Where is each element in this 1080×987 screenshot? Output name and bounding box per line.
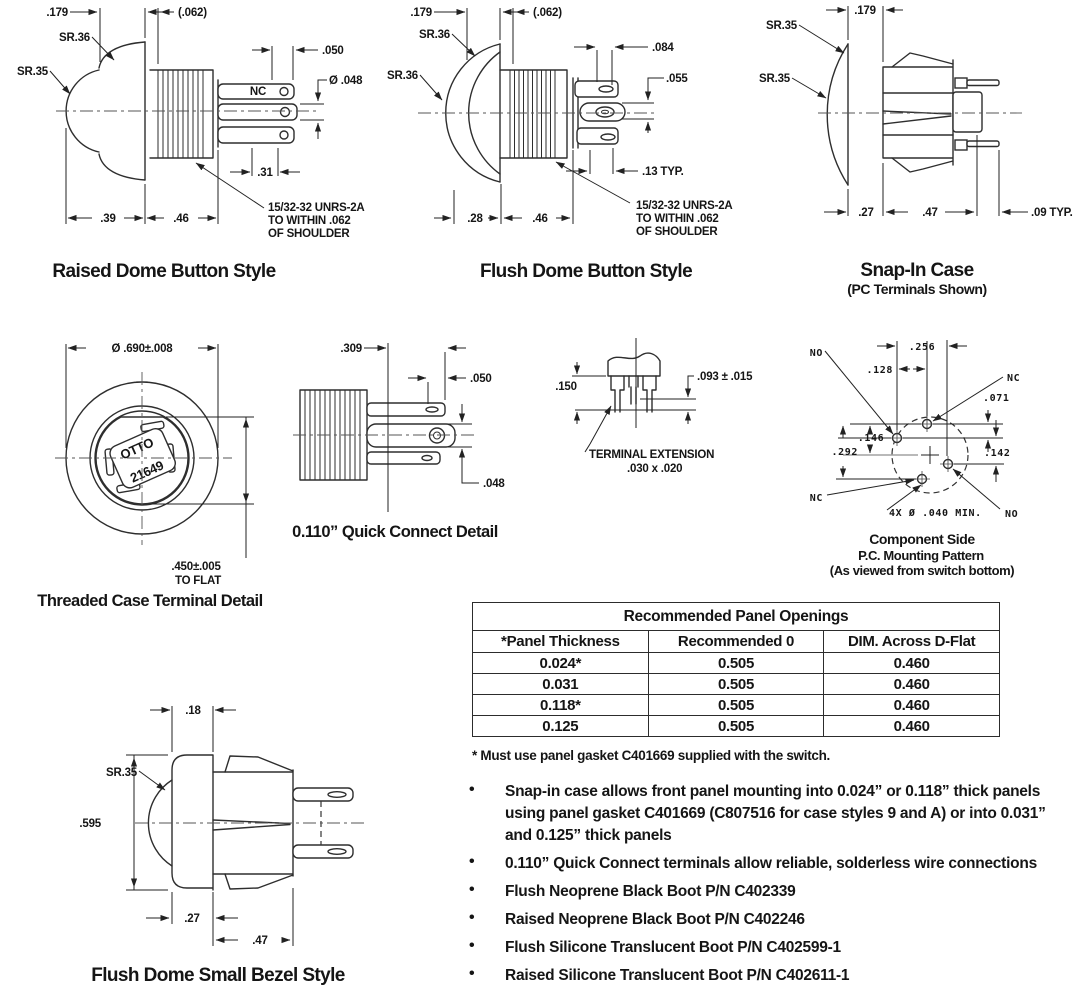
callout-label: .030 x .020 bbox=[627, 463, 683, 475]
table-cell: 0.118* bbox=[473, 695, 649, 716]
dim-label: SR.36 bbox=[387, 70, 418, 82]
table-cell: 0.125 bbox=[473, 716, 649, 737]
table-footnote: * Must use panel gasket C401669 supplied with the switch. bbox=[472, 748, 831, 763]
dim-label: .050 bbox=[322, 45, 344, 57]
raised-dome-diagram bbox=[17, 7, 364, 282]
dim-label: .048 bbox=[483, 478, 505, 490]
bullet-text: Snap-in case allows front panel mounting into 0.024” or 0.118” thick panels using panel gasket C401669 (C807516 for case styles 9 and A) or into 0.031” and 0.125” thick panels bbox=[505, 783, 1046, 844]
dim-label: .084 bbox=[652, 42, 674, 54]
table-cell: 0.505 bbox=[648, 695, 824, 716]
dim-label: SR.36 bbox=[419, 29, 450, 41]
quick-connect-diagram bbox=[292, 343, 505, 541]
table-caption: Recommended Panel Openings bbox=[473, 603, 1000, 631]
bullet-text: Flush Neoprene Black Boot P/N C402339 bbox=[505, 883, 796, 900]
table-row bbox=[473, 653, 1000, 674]
snap-in-case-diagram bbox=[759, 5, 1073, 297]
feature-bullets bbox=[462, 781, 1054, 987]
thread-note: TO WITHIN .062 bbox=[636, 213, 719, 225]
part-number-label: 21649 bbox=[127, 457, 166, 486]
diagram-subtitle: P.C. Mounting Pattern bbox=[858, 548, 984, 563]
bullet-icon: • bbox=[469, 965, 475, 982]
dim-label: .46 bbox=[173, 213, 189, 225]
bullet-icon: • bbox=[469, 853, 475, 870]
diagram-subtitle: (PC Terminals Shown) bbox=[847, 281, 987, 297]
dim-label: SR.36 bbox=[59, 32, 90, 44]
table-cell: 0.024* bbox=[473, 653, 649, 674]
small-bezel-diagram bbox=[79, 705, 368, 986]
bullet-text: Flush Silicone Translucent Boot P/N C402599-1 bbox=[505, 939, 841, 956]
bullet-text: Raised Silicone Translucent Boot P/N C402611-1 bbox=[505, 967, 850, 984]
thread-note: 15/32-32 UNRS-2A bbox=[268, 202, 365, 214]
dim-label: .179 bbox=[410, 7, 432, 19]
threaded-case-diagram bbox=[37, 343, 262, 610]
table-cell: 0.460 bbox=[824, 674, 1000, 695]
dim-label: .055 bbox=[666, 73, 688, 85]
thread-note: OF SHOULDER bbox=[268, 228, 350, 240]
dim-label: Ø .690±.008 bbox=[111, 343, 173, 355]
dim-label: .128 bbox=[866, 365, 893, 376]
table-row bbox=[473, 674, 1000, 695]
dim-label: .050 bbox=[470, 373, 492, 385]
list-item bbox=[462, 781, 1054, 847]
dim-label: .450±.005 bbox=[171, 561, 221, 573]
dim-label: .31 bbox=[257, 167, 273, 179]
table-cell: 0.460 bbox=[824, 695, 1000, 716]
list-item bbox=[462, 881, 1054, 903]
list-item bbox=[462, 909, 1054, 931]
dim-label: .13 TYP. bbox=[642, 166, 684, 178]
dim-label: .071 bbox=[983, 393, 1010, 404]
thread-note: OF SHOULDER bbox=[636, 226, 718, 238]
pc-mounting-pattern-diagram bbox=[810, 340, 1021, 578]
bullet-icon: • bbox=[469, 781, 475, 798]
dim-label: .27 bbox=[858, 207, 874, 219]
dim-label: .39 bbox=[100, 213, 116, 225]
terminal-label: NC bbox=[1007, 373, 1021, 384]
thread-note: TO WITHIN .062 bbox=[268, 215, 351, 227]
dim-label: .142 bbox=[984, 448, 1011, 459]
dim-label: .18 bbox=[185, 705, 201, 717]
dim-label: SR.35 bbox=[766, 20, 797, 32]
dim-label: SR.35 bbox=[759, 73, 790, 85]
dim-label: .093 ± .015 bbox=[697, 371, 753, 383]
terminal-label: NC bbox=[249, 86, 267, 98]
panel-openings-table bbox=[472, 602, 1000, 737]
dim-label: (.062) bbox=[533, 7, 562, 19]
mounting-holes bbox=[889, 416, 956, 487]
list-item bbox=[462, 937, 1054, 959]
dim-label: SR.35 bbox=[17, 66, 48, 78]
table-row bbox=[473, 716, 1000, 737]
dim-label: .150 bbox=[555, 381, 577, 393]
thread-note: 15/32-32 UNRS-2A bbox=[636, 200, 733, 212]
dim-label: TO FLAT bbox=[174, 575, 222, 587]
column-header: DIM. Across D-Flat bbox=[824, 631, 1000, 653]
dim-label: SR.35 bbox=[106, 767, 137, 779]
diagram-title: Raised Dome Button Style bbox=[52, 261, 276, 282]
table-cell: 0.505 bbox=[648, 674, 824, 695]
column-header: *Panel Thickness bbox=[473, 631, 649, 653]
diagram-title: Component Side bbox=[869, 531, 975, 547]
list-item bbox=[462, 965, 1054, 987]
diagram-title: Flush Dome Button Style bbox=[479, 261, 693, 282]
table-cell: 0.460 bbox=[824, 716, 1000, 737]
dim-label: .46 bbox=[532, 213, 548, 225]
dim-label: .47 bbox=[252, 935, 268, 947]
dim-label: Ø .048 bbox=[329, 75, 363, 87]
list-item bbox=[462, 853, 1054, 875]
bullet-icon: • bbox=[469, 881, 475, 898]
dim-label: .146 bbox=[857, 433, 885, 444]
bullet-icon: • bbox=[469, 937, 475, 954]
terminal-extension-diagram bbox=[555, 338, 753, 475]
dim-label: .292 bbox=[831, 447, 858, 458]
terminal-label: NO bbox=[1005, 509, 1019, 520]
dim-label: (.062) bbox=[178, 7, 207, 19]
dim-label: .179 bbox=[46, 7, 68, 19]
dim-label: .47 bbox=[922, 207, 938, 219]
diagram-subtitle: (As viewed from switch bottom) bbox=[829, 563, 1015, 578]
terminal-label: NO bbox=[809, 348, 823, 359]
diagram-title: 0.110” Quick Connect Detail bbox=[292, 523, 498, 541]
dim-label: .27 bbox=[184, 913, 200, 925]
dim-label: .256 bbox=[908, 342, 936, 353]
dim-label: .28 bbox=[467, 213, 483, 225]
dim-label: .595 bbox=[79, 818, 101, 830]
diagram-title: Flush Dome Small Bezel Style bbox=[91, 965, 345, 986]
flush-dome-diagram bbox=[387, 7, 732, 282]
dim-label: .09 TYP. bbox=[1031, 207, 1073, 219]
table-cell: 0.460 bbox=[824, 653, 1000, 674]
table-cell: 0.505 bbox=[648, 716, 824, 737]
dim-label: .309 bbox=[340, 343, 362, 355]
callout-label: TERMINAL EXTENSION bbox=[589, 449, 715, 461]
bullet-icon: • bbox=[469, 909, 475, 926]
diagram-title: Snap-In Case bbox=[860, 260, 974, 281]
dim-label: .179 bbox=[854, 5, 876, 17]
table-row bbox=[473, 695, 1000, 716]
table-cell: 0.505 bbox=[648, 653, 824, 674]
brand-label: OTTO bbox=[117, 434, 156, 463]
diagram-title: Threaded Case Terminal Detail bbox=[37, 592, 263, 610]
table-cell: 0.031 bbox=[473, 674, 649, 695]
dim-label: 4X Ø .040 MIN. bbox=[889, 508, 982, 519]
bullet-text: Raised Neoprene Black Boot P/N C402246 bbox=[505, 911, 805, 928]
bullet-text: 0.110” Quick Connect terminals allow reliable, solderless wire connections bbox=[505, 855, 1037, 872]
column-header: Recommended 0 bbox=[648, 631, 824, 653]
terminal-label: NC bbox=[809, 493, 823, 504]
